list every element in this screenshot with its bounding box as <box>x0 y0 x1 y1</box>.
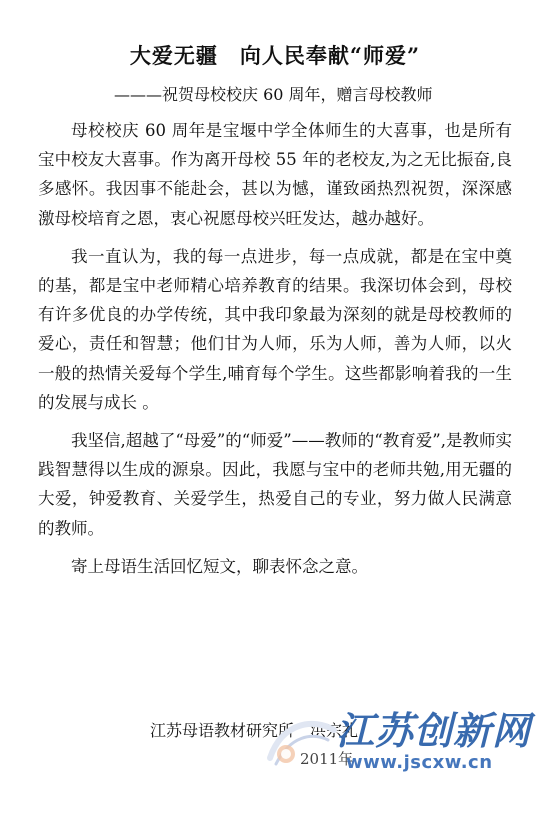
document-subtitle: ———祝贺母校校庆 60 周年，赠言母校教师 <box>114 85 433 104</box>
document-body <box>38 116 512 590</box>
paragraph-1: 母校校庆 60 周年是宝堰中学全体师生的大喜事，也是所有宝中校友大喜事。作为离开母校 55 年的老校友,为之无比振奋,良多感怀。我因事不能赴会，甚以为憾，谨致函热烈祝贺，深深感激母校培育之恩，衷心祝愿母校兴旺发达，越办越好。 <box>38 121 512 228</box>
jscxw-emblem-icon <box>262 714 342 774</box>
site-watermark <box>262 700 532 790</box>
watermark-url: www.jscxw.cn <box>346 752 493 773</box>
signature: 江苏母语教材研究所 洪宗礼 <box>150 721 359 740</box>
signature-date: 2011年 <box>300 750 354 768</box>
paragraph-4: 寄上母语生活回忆短文，聊表怀念之意。 <box>71 556 368 576</box>
watermark-logo-text: 江苏创新网 <box>336 708 532 753</box>
document-title: 大爱无疆 向人民奉献“师爱” <box>129 43 421 68</box>
paragraph-2: 我一直认为，我的每一点进步，每一点成就，都是在宝中奠的基，都是宝中老师精心培养教育的结果。我深切体会到，母校有许多优良的办学传统，其中我印象最为深刻的就是母校教师的爱心，责任和智慧；他们甘为人师，乐为人师，善为人师，以火一般的热情关爱每个学生,哺育每个学生。这些都影响着我的一生的发展与成长 。 <box>38 246 512 412</box>
paragraph-3: 我坚信,超越了“母爱”的“师爱”——教师的“教育爱”,是教师实践智慧得以生成的源泉。因此，我愿与宝中的老师共勉,用无疆的大爱，钟爱教育、关爱学生，热爱自己的专业，努力做人民满意的教师。 <box>38 431 512 538</box>
